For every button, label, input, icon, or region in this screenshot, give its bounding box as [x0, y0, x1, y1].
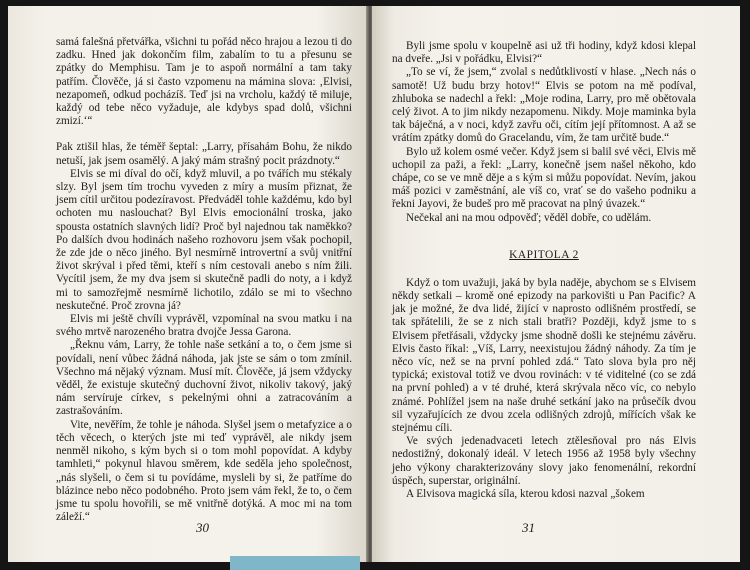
- left-page-number: 30: [196, 520, 209, 535]
- right-paragraph-7: A Elvisova magická síla, kterou kdosi nazval „šokem: [406, 488, 645, 501]
- right-paragraph-1: Byli jsme spolu v koupelně asi už tři hodiny, když kdosi klepal na dveře. „Jsi v pořádku, Elvisi?“: [392, 40, 696, 66]
- left-paragraph-5: „Řeknu vám, Larry, že tohle naše setkání a to, o čem jsme si povídali, není vůbec žádná náhoda, jak jste se sám o tom zmínil. Všechno má nějaký význam. Musí mít. Člověče, já jsem vždycky věděl, že existuje skutečný duchovní život, nikoliv takový, jaký nám servíruje církev, s pekelnými ohni a zatracováním a zastrašováním.: [56, 339, 352, 418]
- right-page-number: 31: [522, 520, 535, 535]
- right-paragraph-3: Bylo už kolem osmé večer. Když jsem si balil své věci, Elvis mě uchopil za paži, a řekl: „Larry, konečně jsem našel někoho, kdo chápe, co se ve mně děje a s kým si můžu popovídat. Nevím, jakou máš pozici v zaměstnání, ale víš co, vrať se do vašeho podniku a řekni Jayovi, že budeš pro mě pracovat na plný úvazek.“: [392, 145, 696, 211]
- left-paragraph-6: Vite, nevěřím, že tohle je náhoda. Slyšel jsem o metafyzice a o těch věcech, o kterých jste mi teď vyprávěl, ale nikdy jsem nenměl nikoho, s kým bych si o tom mohl popovídat. A kdyby tamhleti,“ pokynul hlavou směrem, kde seděla jeho společnost, „nás slyšeli, o čem si tu povídáme, mysleli by si, že patříme do blázince nebo něco podobného. Proto jsem vám řekl, že to, o čem jsme tu spolu hovořili, se mě vnitřně dotýká. A moc mi na tom záleží.“: [56, 418, 352, 524]
- right-page: [372, 6, 740, 562]
- left-paragraph-3: Elvis se mi díval do očí, když mluvil, a po tvářích mu stékaly slzy. Byl jsem tím trochu vyveden z míry a musím přiznat, že jsem cítil určitou podezíravost. Předváděl tohle každému, kdo byl ochoten mu naslouchat? Byl Elvis emocionální troska, jako spousta ostatních slavných lidí? Proč byl najednou tak naměkko? Po dalších dvou hodinách našeho rozhovoru jsem však pochopil, že zde jde o něco jiného. Byl nesmírně introvertní a svůj vnitřní život skrýval i před těmi, kteří s ním cestovali anebo s ním žili. Vycítil jsem, že my dva jsem si skutečně padli do noty, a i když mi to samozřejmě nesmírně lichotilo, zdálo se mi to všechno neskutečné. Proč zrovna já?: [56, 167, 352, 312]
- left-paragraph-4: Elvis mi ještě chvíli vyprávěl, vzpomínal na svou matku i na svého mrtvě narozeného bratra dvojče Jessa Garona.: [56, 313, 352, 339]
- left-paragraph-2: Pak ztišil hlas, že téměř šeptal: „Larry, přísahám Bohu, že nikdo netuší, jak jsem osamělý. A jaký mám strašný pocit prázdnoty.“: [56, 141, 352, 167]
- right-paragraph-5: Když o tom uvažuji, jaká by byla naděje, abychom se s Elvisem někdy setkali – kromě oné epizody na parkovišti u Pan Pacific? A jak je možné, že dva lidé, žijící v naprosto odlišném prostředí, se tak spřátelili, že se z nich stali bratři? Později, když jsme to s Elvisem přetřásali, vždycky jsme shodně došli ke stejnému závěru. Elvis často říkal: „Víš, Larry, neexistujou žádný náhody. Za tím je něco víc, než se na první pohled zdá.“ Tato slova byla pro něj typická; existoval totiž ve dvou rovinách: v té viditelné (co se zdá na první pohled) a v té druhé, která skrývala něco víc, co nebylo známé. Pohlížel jsem na naše druhé setkání jako na průsečík dvou sil vyzařujících ze dvou zcela odlišných zdrojů, mířících však ke stejnému cíli.: [392, 276, 696, 435]
- bookmark-tab: [230, 556, 360, 570]
- right-paragraph-4: Nečekal ani na mou odpověď; věděl dobře, co udělám.: [406, 211, 652, 224]
- right-paragraph-6: Ve svých jedenadvaceti letech ztělesňoval pro nás Elvis nedostižný, dokonalý ideál. V letech 1956 až 1958 byly všechny jeho výkony charakterizovány slovy jako fenomenální, rekordní úspěch, superstar, originální.: [392, 435, 696, 487]
- chapter-heading: KAPITOLA 2: [509, 248, 579, 261]
- left-paragraph-1: samá falešná přetvářka, všichni tu pořád něco hrajou a lezou ti do zadku. Hned jak dokončím film, zabalím to tu a přesunu se zpátky do Memphisu. Tam je to aspoň normální a tam taky patřím. Člověče, já si často vzpomenu na mámina slova: ‚Elvisi, nezapomeň, odkud pocházíš. Teď jsi na vrcholu, každý tě miluje, každý od tebe něco vyžaduje, ale kdybys spad dolů, všichni zmizí.‘“: [56, 36, 352, 128]
- right-paragraph-2: „To se ví, že jsem,“ zvolal s nedůtklivostí v hlase. „Nech nás o samotě! Už budu brzy hotov!“ Elvis se potom na mě podíval, zhluboka se nadechl a řekl: „Moje rodina, Larry, pro mě obětovala celý život. A to jim nikdy nezapomenu. Nikdy. Moje maminka byla tak báječná, a v noci, když zavřu oči, cítím její přítomnost. A až se vrátím zpátky domů do Gracelandu, vím, že tam určitě bude.“: [392, 66, 696, 145]
- left-page: [8, 6, 370, 562]
